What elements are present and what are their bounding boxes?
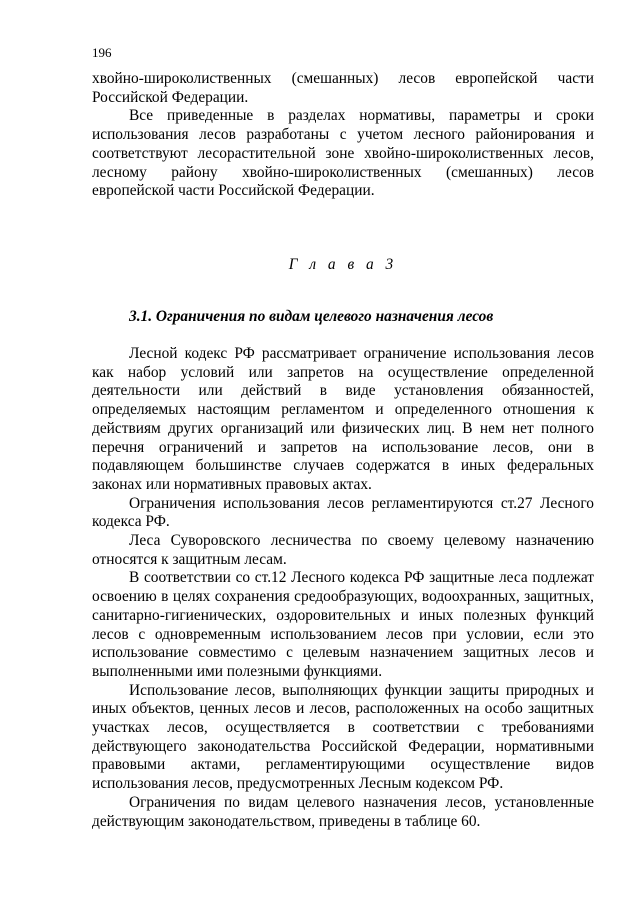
paragraph: В соответствии со ст.12 Лесного кодекса РФ защитные леса подлежат освоению в целях сохранения средообразующих, водоохранных, защитных, санитарно-гигиенических, оздоровительных и иных полезных функций лесов с одновременным использованием лесов при условии, если это использование совместимо с целевым назначением защитных лесов и выполненными ими полезными функциями. (92, 569, 594, 680)
section-heading: 3.1. Ограничения по видам целевого назначения лесов (129, 308, 494, 325)
paragraph: Ограничения использования лесов регламентируются ст.27 Лесного кодекса РФ. (92, 494, 594, 531)
paragraph: Леса Суворовского лесничества по своему целевому назначению относятся к защитным лесам. (92, 532, 594, 568)
paragraph-continuation: хвойно-широколиственных (смешанных) лесов европейской части Российской Федерации. (92, 70, 594, 106)
paragraph: Лесной кодекс РФ рассматривает ограничение использования лесов как набор условий или запретов на осуществление определенной деятельности или действий в виде установления обязанностей, определяемых настоящим регламентом и определенного отношения к действиям других организаций или физических лиц. В нем нет полного перечня ограничений и запретов на использование лесов, они в подавляющем большинстве случаев содержатся в иных федеральных законах или нормативных правовых актах. (92, 345, 594, 493)
page-number: 196 (92, 45, 112, 60)
paragraph: Ограничения по видам целевого назначения лесов, установленные действующим законодательством, приведены в таблице 60. (92, 793, 594, 830)
body-text-block (92, 345, 594, 831)
top-text-block (92, 70, 594, 201)
paragraph: Использование лесов, выполняющих функции защиты природных и иных объектов, ценных лесов и лесов, расположенных на особо защитных участках лесов, осуществляется в соответствии с требованиями действующего законодательства Российской Федерации, нормативными правовыми актами, регламентирующими осуществление видов использования лесов, предусмотренных Лесным кодексом РФ. (92, 681, 594, 793)
paragraph: Все приведенные в разделах нормативы, параметры и сроки использования лесов разработаны с учетом лесного районирования и соответствуют лесорастительной зоне хвойно-широколиственных лесов, лесному району хвойно-широколиственных (смешанных) лесов европейской части Российской Федерации. (92, 107, 594, 200)
chapter-heading: Г л а в а 3 (288, 256, 398, 273)
